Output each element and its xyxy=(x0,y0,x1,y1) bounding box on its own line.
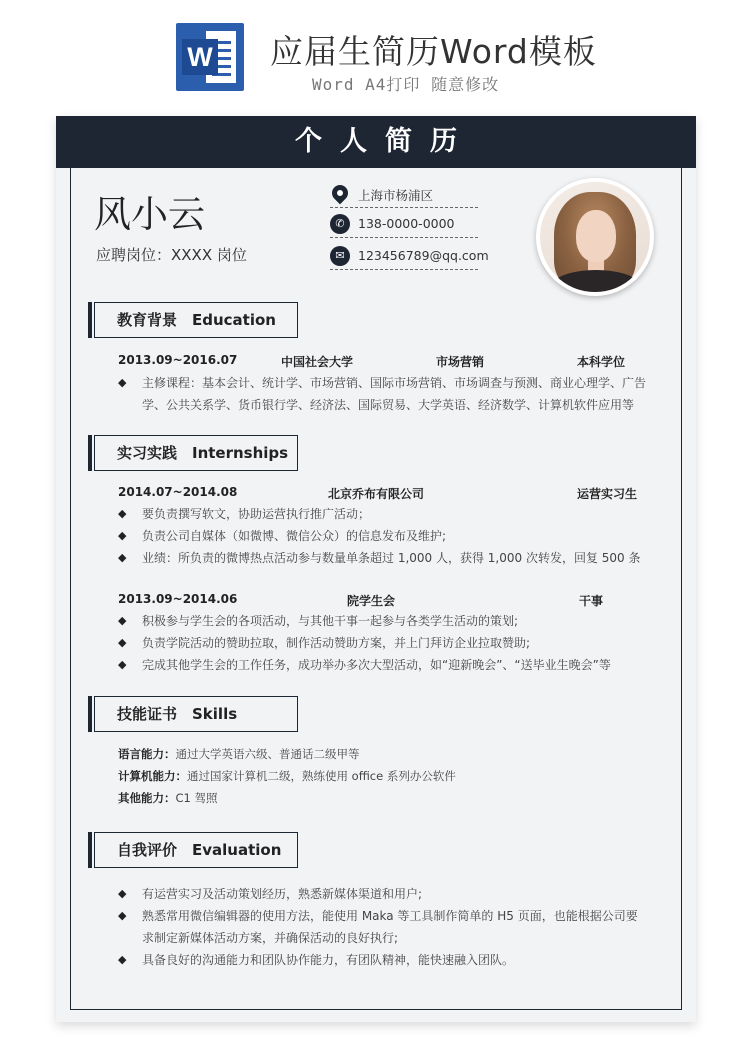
avatar-photo xyxy=(536,178,654,296)
resume-banner: 个人简历 xyxy=(56,116,696,168)
bullet-icon: ◆ xyxy=(118,636,127,649)
section-heading-internships xyxy=(94,435,298,471)
bullet-icon: ◆ xyxy=(118,551,127,564)
word-logo-icon xyxy=(176,23,244,91)
bullet-icon: ◆ xyxy=(118,614,127,627)
phone-icon: ✆ xyxy=(330,214,350,234)
section-title: 技能证书 Skills xyxy=(117,705,238,723)
list-item xyxy=(118,503,648,525)
list-item xyxy=(118,547,648,569)
list-item xyxy=(118,632,648,654)
list-item xyxy=(118,654,648,676)
list-item xyxy=(118,525,648,547)
list-item xyxy=(118,905,648,949)
education-row xyxy=(118,353,638,373)
bullet-icon: ◆ xyxy=(118,909,127,922)
bullet-text: 要负责撰写软文，协助运营执行推广活动； xyxy=(142,507,371,521)
bullet-icon: ◆ xyxy=(118,376,127,389)
job-date: 2014.07~2014.08 xyxy=(118,485,238,499)
edu-date: 2013.09~2016.07 xyxy=(118,353,238,367)
job-date: 2013.09~2014.06 xyxy=(118,592,238,606)
skill-label: 其他能力： xyxy=(118,791,176,805)
bullet-text: 负责公司自媒体（如微博、微信公众）的信息发布及维护; xyxy=(142,529,447,543)
bullet-text: 负责学院活动的赞助拉取，制作活动赞助方案，并上门拜访企业拉取赞助; xyxy=(142,636,531,650)
skill-label: 语言能力： xyxy=(118,747,176,761)
section-title: 实习实践 Internships xyxy=(117,444,289,462)
bullet-text: 具备良好的沟通能力和团队协作能力，有团队精神，能快速融入团队。 xyxy=(142,953,515,967)
email-text: 123456789@qq.com xyxy=(358,248,489,263)
resume-document xyxy=(56,116,696,1022)
bullet-text: 完成其他学生会的工作任务，成功举办多次大型活动，如“迎新晚会”、“送毕业生晚会”等 xyxy=(142,658,611,672)
address-text: 上海市杨浦区 xyxy=(358,188,434,203)
bullet-text: 主修课程：基本会计、统计学、市场营销、国际市场营销、市场调查与预测、商业心理学、广告学、公共关系学、货币银行学、经济法、国际贸易、大学英语、经济数学、计算机软件应用等 xyxy=(142,376,647,412)
skill-label: 计算机能力： xyxy=(118,769,187,783)
job-company: 北京乔布有限公司 xyxy=(328,487,425,501)
bullet-icon: ◆ xyxy=(118,887,127,900)
section-title: 教育背景 Education xyxy=(117,311,276,329)
skill-item xyxy=(118,768,456,784)
bullet-text: 积极参与学生会的各项活动，与其他干事一起参与各类学生活动的策划; xyxy=(142,614,519,628)
section-heading-education xyxy=(94,302,298,338)
job-company: 院学生会 xyxy=(347,594,396,608)
skill-text: C1 驾照 xyxy=(175,791,218,805)
section-heading-skills xyxy=(94,696,298,732)
skill-item xyxy=(118,790,218,806)
list-item xyxy=(118,610,648,632)
page-subtitle: Word A4打印 随意修改 xyxy=(312,75,500,94)
bullet-icon: ◆ xyxy=(118,953,127,966)
edu-school: 中国社会大学 xyxy=(281,355,354,369)
contact-address xyxy=(330,186,478,208)
word-logo-letter: W xyxy=(182,39,218,75)
page-header xyxy=(0,0,750,110)
candidate-name: 风小云 xyxy=(94,193,205,236)
bullet-text: 熟悉常用微信编辑器的使用方法，能使用 Maka 等工具制作简单的 H5 页面，也能根据公司要求制定新媒体活动方案，并确保活动的良好执行; xyxy=(142,909,638,945)
bullet-icon: ◆ xyxy=(118,658,127,671)
skill-text: 通过大学英语六级、普通话二级甲等 xyxy=(175,747,360,761)
skill-item xyxy=(118,746,360,762)
job-role: 运营实习生 xyxy=(577,487,638,501)
edu-major: 市场营销 xyxy=(436,355,485,369)
list-item xyxy=(118,883,648,905)
applied-position: 应聘岗位：XXXX 岗位 xyxy=(96,246,247,264)
email-icon: ✉ xyxy=(330,246,350,266)
edu-degree: 本科学位 xyxy=(577,355,626,369)
section-title: 自我评价 Evaluation xyxy=(117,841,282,859)
page-title: 应届生简历Word模板 xyxy=(270,32,597,71)
contact-email xyxy=(330,248,489,270)
section-heading-evaluation xyxy=(94,832,298,868)
skill-text: 通过国家计算机二级，熟练使用 office 系列办公软件 xyxy=(187,769,456,783)
phone-text: 138-0000-0000 xyxy=(358,216,455,231)
location-pin-icon xyxy=(329,182,352,205)
job-row xyxy=(118,485,638,505)
list-item xyxy=(118,949,648,971)
bullet-text: 业绩：所负责的微博热点活动参与数量单条超过 1,000 人，获得 1,000 次转发，回复 500 条 xyxy=(142,551,641,565)
list-item xyxy=(118,372,648,416)
job-row xyxy=(118,592,638,612)
job-role: 干事 xyxy=(579,594,604,608)
contact-phone xyxy=(330,216,478,238)
bullet-icon: ◆ xyxy=(118,529,127,542)
bullet-text: 有运营实习及活动策划经历，熟悉新媒体渠道和用户; xyxy=(142,887,423,901)
bullet-icon: ◆ xyxy=(118,507,127,520)
